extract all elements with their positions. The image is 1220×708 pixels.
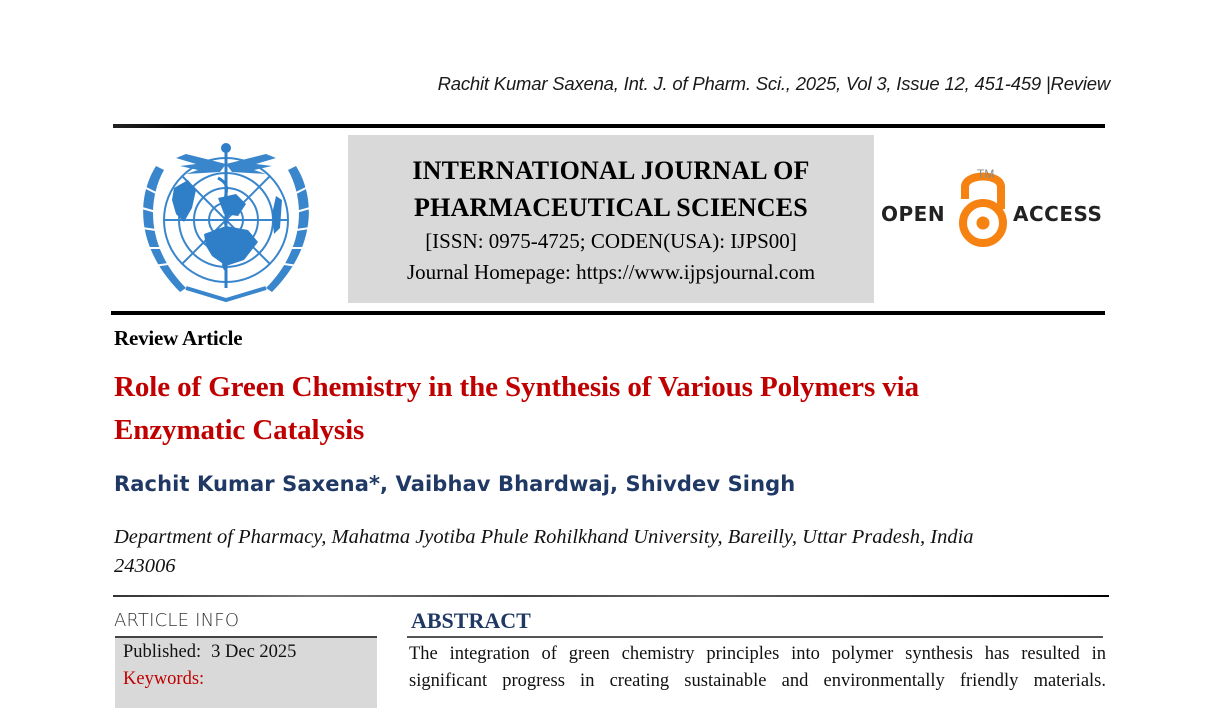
- masthead-bottom-divider: [111, 311, 1105, 315]
- affiliation-line1: Department of Pharmacy, Mahatma Jyotiba Phule Rohilkhand University, Bareilly, Uttar Pradesh, India: [114, 526, 974, 548]
- article-title-line1: Role of Green Chemistry in the Synthesis of Various Polymers via: [114, 371, 920, 403]
- article-title-line2: Enzymatic Catalysis: [114, 414, 365, 446]
- running-header: Rachit Kumar Saxena, Int. J. of Pharm. Sci., 2025, Vol 3, Issue 12, 451-459 |Review: [437, 73, 1110, 94]
- keywords-label: Keywords:: [123, 669, 205, 689]
- article-title: [114, 366, 1074, 452]
- open-access-access-text: ACCESS: [1013, 202, 1103, 226]
- author-list: Rachit Kumar Saxena*, Vaibhav Bhardwaj, Shivdev Singh: [114, 472, 796, 496]
- published-date: 3 Dec 2025: [211, 642, 297, 662]
- abstract-heading: ABSTRACT: [411, 608, 531, 633]
- article-info-box: [115, 636, 377, 708]
- article-info-heading: ARTICLE INFO: [114, 610, 240, 631]
- abstract-line1: The integration of green chemistry principles into polymer synthesis has resulted in: [409, 644, 1106, 664]
- open-access-open-text: OPEN: [881, 202, 946, 226]
- journal-name-line1: INTERNATIONAL JOURNAL OF: [412, 156, 810, 185]
- abstract-line2: significant progress in creating sustainable and environmentally friendly materials.: [409, 671, 1106, 691]
- journal-homepage: Journal Homepage: https://www.ijpsjournal.com: [406, 260, 816, 284]
- section-divider: [113, 595, 1109, 597]
- open-access-logo: [880, 163, 1108, 253]
- author-affiliation: [114, 523, 1074, 581]
- journal-issn: [ISSN: 0975-4725; CODEN(USA): IJPS00]: [425, 229, 797, 253]
- journal-emblem-icon: [126, 138, 326, 306]
- abstract-divider: [407, 636, 1103, 638]
- affiliation-line2: 243006: [114, 555, 176, 577]
- journal-name-line2: PHARMACEUTICAL SCIENCES: [414, 193, 808, 222]
- abstract-body: [409, 641, 1106, 695]
- article-type: Review Article: [114, 326, 243, 350]
- published-label: Published:: [123, 642, 202, 662]
- top-divider: [113, 124, 1105, 128]
- published-row: [123, 642, 296, 663]
- journal-masthead: [348, 135, 874, 303]
- trademark-mark: TM: [977, 167, 995, 181]
